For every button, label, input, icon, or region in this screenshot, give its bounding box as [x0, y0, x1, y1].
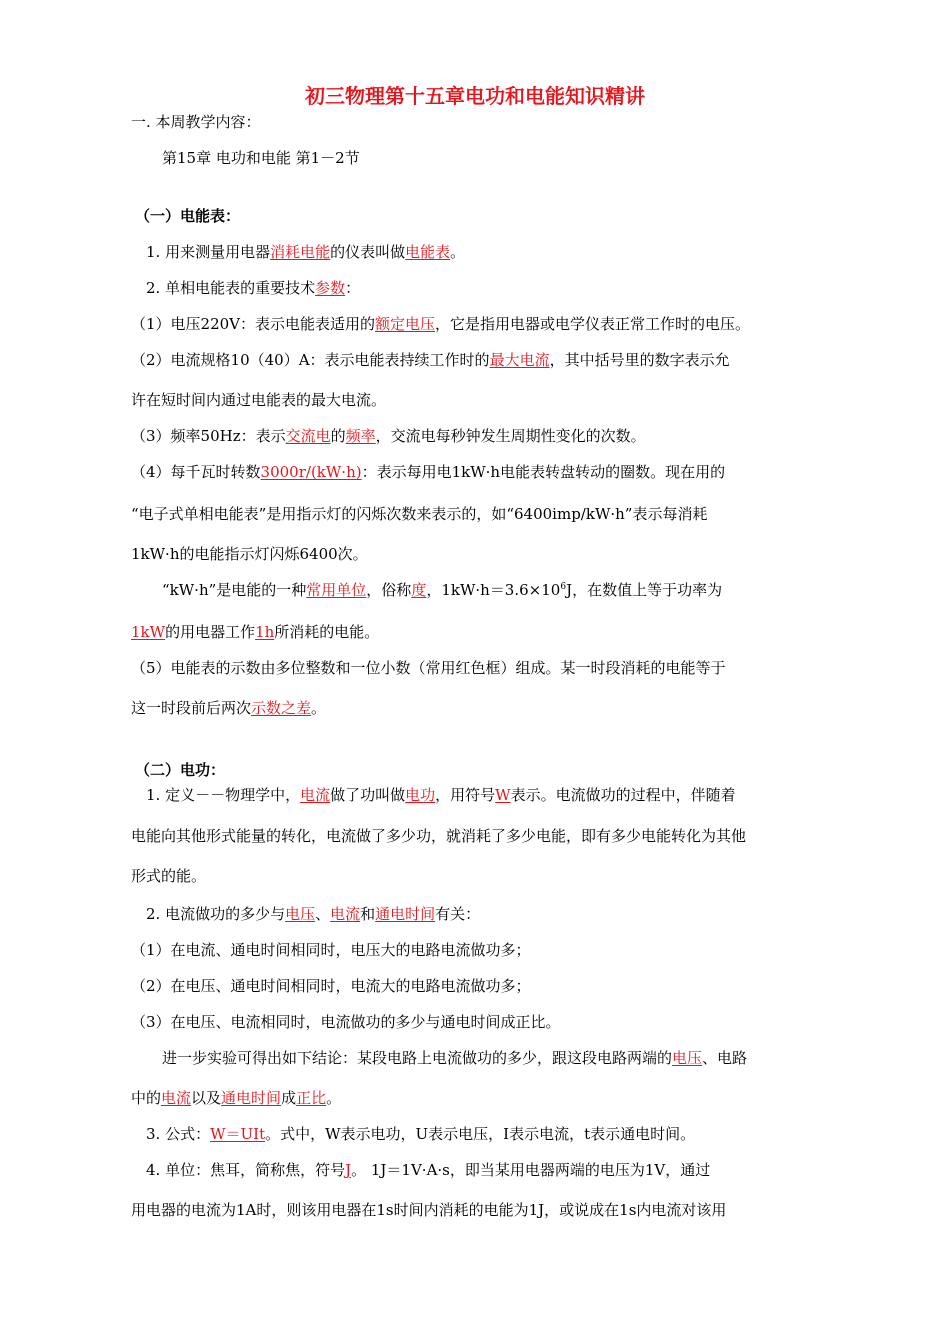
keyword: 1kW: [131, 623, 166, 641]
keyword: 电压: [672, 1049, 703, 1067]
document-title: 初三物理第十五章电功和电能知识精讲: [305, 84, 645, 108]
paragraph-conclusion-cont: 中的电流以及通电时间成正比。: [131, 1089, 342, 1107]
paragraph-reading: （5）电能表的示数由多位整数和一位小数（常用红色框）组成。某一时段消耗的电能等于: [131, 659, 726, 677]
keyword: 1h: [255, 623, 275, 641]
paragraph-kwh-cont: 1kW的用电器工作1h所消耗的电能。: [131, 623, 380, 641]
keyword: 度: [411, 581, 427, 599]
keyword: 3000r/(kW·h): [260, 463, 362, 481]
paragraph-unit-cont: 用电器的电流为1A时，则该用电器在1s时间内消耗的电能为1J，或说成在1s内电流对该用: [131, 1201, 727, 1219]
paragraph-current: （2）电流规格10（40）A：表示电能表持续工作时的最大电流，其中括号里的数字表示允: [131, 351, 730, 369]
keyword: 通电时间: [375, 905, 436, 923]
keyword: 最大电流: [489, 351, 550, 369]
paragraph-formula: 3. 公式：W＝UIt。式中，W表示电功，U表示电压，I表示电流，t表示通电时间。: [146, 1125, 696, 1143]
keyword: 电流: [300, 786, 331, 804]
paragraph-work-def: 1. 定义－－物理学中，电流做了功叫做电功，用符号W表示。电流做功的过程中，伴随着: [146, 786, 736, 804]
paragraph-kwh: “kW·h”是电能的一种常用单位，俗称度，$1kW\cdot h=3.6\times 10^6J$，在数值上等于功率为: [162, 581, 723, 599]
keyword: 电功: [405, 786, 436, 804]
paragraph-revolutions-cont2: 1kW·h的电能指示灯闪烁6400次。: [131, 545, 368, 563]
paragraph-case-3: （3）在电压、电流相同时，电流做功的多少与通电时间成正比。: [131, 1013, 561, 1031]
keyword: 频率: [345, 427, 376, 445]
keyword: 电流: [330, 905, 361, 923]
section-heading-meter: （一）电能表：: [135, 207, 241, 225]
keyword: J: [345, 1161, 352, 1179]
keyword: 电流: [161, 1089, 192, 1107]
keyword: 参数: [315, 279, 346, 297]
paragraph-current-cont: 许在短时间内通过电能表的最大电流。: [131, 391, 387, 409]
keyword: 常用单位: [306, 581, 367, 599]
keyword: 电能表: [405, 243, 451, 261]
paragraph-revolutions-cont: “电子式单相电能表”是用指示灯的闪烁次数来表示的，如“6400imp/kW·h”表示每消耗: [131, 505, 708, 523]
paragraph-meter-def: 1. 用来测量用电器消耗电能的仪表叫做电能表。: [146, 243, 466, 261]
paragraph-work-def-cont2: 形式的能。: [131, 867, 207, 885]
paragraph-voltage: （1）电压220V：表示电能表适用的额定电压，它是指用电器或电学仪表正常工作时的电压。: [131, 315, 751, 333]
keyword: 交流电: [285, 427, 331, 445]
chapter-line: 第15章 电功和电能 第1－2节: [162, 149, 360, 167]
paragraph-reading-cont: 这一时段前后两次示数之差。: [131, 699, 327, 717]
paragraph-revolutions: （4）每千瓦时转数3000r/(kW·h)：表示每用电1kW·h电能表转盘转动的圈数。现在用的: [131, 463, 726, 481]
formula: W＝UIt: [210, 1125, 266, 1143]
keyword: 额定电压: [375, 315, 436, 333]
keyword: 通电时间: [221, 1089, 282, 1107]
keyword: 示数之差: [251, 699, 312, 717]
paragraph-conclusion: 进一步实验可得出如下结论：某段电路上电流做功的多少，跟这段电路两端的电压、电路: [162, 1049, 748, 1067]
paragraph-frequency: （3）频率50Hz：表示交流电的频率，交流电每秒钟发生周期性变化的次数。: [131, 427, 646, 445]
keyword: 电压: [285, 905, 316, 923]
keyword: 消耗电能: [270, 243, 331, 261]
weekly-content-heading: 一. 本周教学内容：: [131, 113, 261, 131]
paragraph-case-1: （1）在电流、通电时间相同时，电压大的电路电流做功多；: [131, 941, 531, 959]
paragraph-factors: 2. 电流做功的多少与电压、电流和通电时间有关：: [146, 905, 481, 923]
paragraph-unit: 4. 单位：焦耳，简称焦，符号J。 1J＝1V·A·s，即当某用电器两端的电压为1V，通过: [146, 1161, 711, 1179]
keyword: 正比: [296, 1089, 327, 1107]
paragraph-params: 2. 单相电能表的重要技术参数：: [146, 279, 361, 297]
paragraph-work-def-cont: 电能向其他形式能量的转化，电流做了多少功，就消耗了多少电能，即有多少电能转化为其他: [131, 827, 747, 845]
keyword: W: [495, 786, 511, 804]
exponent: 6: [560, 582, 567, 592]
section-heading-work: （二）电功：: [135, 761, 226, 779]
paragraph-case-2: （2）在电压、通电时间相同时，电流大的电路电流做功多；: [131, 977, 531, 995]
